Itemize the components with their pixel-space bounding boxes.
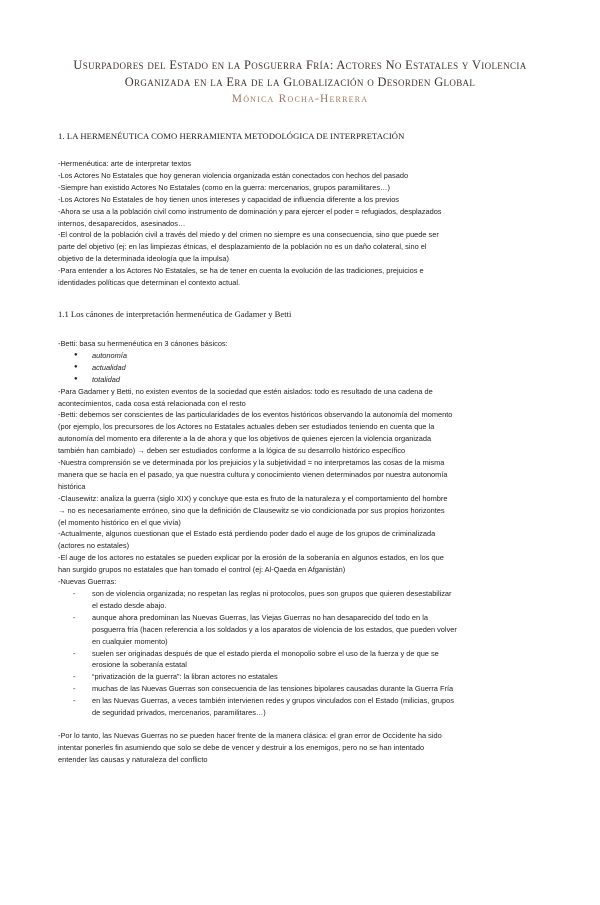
list-item: - muchas de las Nuevas Guerras son consecuencia de las tensiones bipolares causadas durante la Guerra Fría bbox=[73, 684, 454, 694]
text-line: han surgido grupos no estatales que han tomado el control (ej: Al-Qaeda en Afganistán) bbox=[58, 565, 346, 575]
text-line: -Betti: basa su hermenéutica en 3 cánones básicos: bbox=[58, 338, 228, 348]
dash-icon: - bbox=[73, 672, 76, 682]
dash-icon: - bbox=[73, 589, 76, 598]
title-line: Usurpadores del Estado en la Posguerra Fría: Actores No Estatales y Violencia bbox=[73, 58, 527, 72]
text-line: entender las causas y naturaleza del conflicto bbox=[58, 754, 208, 764]
canones-list bbox=[58, 350, 542, 386]
list-item: ● autonomía bbox=[74, 350, 127, 360]
text-line: -Siempre han existido Actores No Estatales (como en la guerra: mercenarios, grupos paramilitares…) bbox=[58, 182, 390, 192]
dash-icon: - bbox=[73, 612, 76, 622]
text-line: -Nuestra comprensión se ve determinada por los prejuicios y la subjetividad = no interpretamos las cosas de la misma bbox=[58, 458, 445, 468]
text-line: -Por lo tanto, las Nuevas Guerras no se pueden hacer frente de la manera clásica: el gran error de Occidente ha sido bbox=[58, 730, 442, 740]
text-line: -Hermenéutica: arte de interpretar textos bbox=[58, 159, 192, 168]
dash-icon: - bbox=[73, 684, 76, 694]
text-line: intentar ponerles fin asumiendo que solo se debe de vencer y destruir a los enemigos, pero no se han intentado bbox=[58, 742, 425, 752]
text-line: -Los Actores No Estatales que hoy generan violencia organizada están conectados con hechos del pasado bbox=[58, 170, 409, 180]
subsection-heading-canones: 1.1 Los cánones de interpretación hermenéutica de Gadamer y Betti bbox=[58, 308, 292, 319]
text-line: (el momento histórico en el que vivía) bbox=[58, 517, 181, 527]
text-line: -El control de la población civil a través del miedo y del crimen no siempre es una consecuencia, sino que puede ser bbox=[58, 230, 439, 240]
text-line: objetivo de la determinada ideología que la impulsa) bbox=[58, 254, 229, 264]
list-item: - suelen ser originadas después de que el estado pierda el monopolio sobre el uso de la fuerza y de que se erosione la soberanía estatal bbox=[73, 648, 439, 670]
bullet-icon: ● bbox=[74, 351, 78, 358]
document-author: Mónica Rocha-Herrera bbox=[231, 93, 369, 105]
text-line: (actores no estatales) bbox=[58, 541, 130, 551]
text-line: -El auge de los actores no estatales se pueden explicar por la erosión de la soberanía en algunos estados, en los que bbox=[58, 553, 444, 563]
text-line: identidades políticas que determinan el contexto actual. bbox=[58, 278, 241, 288]
list-item: - en las Nuevas Guerras, a veces también intervienen redes y grupos vinculados con el Estado (milicias, grupos de seguridad privados, mercenarios, paramilitares…) bbox=[73, 696, 454, 718]
document-title bbox=[58, 57, 542, 91]
section1-body bbox=[58, 158, 542, 289]
text-line: -Para entender a los Actores No Estatales, se ha de tener en cuenta la evolución de las tradiciones, prejuicios e bbox=[58, 266, 424, 276]
text-line: -Clausewitz: analiza la guerra (siglo XIX) y concluye que esta es fruto de la naturaleza y el comportamiento del hombre bbox=[58, 493, 448, 503]
text-line: internos, desaparecidos, asesinados… bbox=[58, 218, 186, 228]
bullet-icon: ● bbox=[74, 375, 78, 382]
text-line: manera que se hacía en el pasado, ya que nuestra cultura y conocimiento vienen determinados por nuestra autonomía bbox=[58, 469, 448, 479]
list-item: - “privatización de la guerra”: la libran actores no estatales bbox=[73, 672, 278, 682]
text-line: -Nuevas Guerras: bbox=[58, 577, 117, 587]
section-heading-hermeneutica: 1. LA HERMENÉUTICA COMO HERRAMIENTA METODOLÓGICA DE INTERPRETACIÓN bbox=[58, 131, 405, 141]
text-line: -Ahora se usa a la población civil como instrumento de dominación y para ejercer el poder = refugiados, desplazados bbox=[58, 206, 442, 216]
text-line: autonomía del momento era diferente a la de ahora y que los objetivos de quienes ejercen la violencia organizada bbox=[58, 434, 432, 444]
dash-icon: - bbox=[73, 696, 76, 706]
list-item: ● actualidad bbox=[74, 362, 126, 372]
text-line: (por ejemplo, los precursores de los Actores no Estatales actuales deben ser estudiados teniendo en cuenta que la bbox=[58, 422, 435, 432]
text-line: -Actualmente, algunos cuestionan que el Estado está perdiendo poder dado el auge de los grupos de criminalizada bbox=[58, 529, 436, 539]
dash-icon: - bbox=[73, 648, 76, 658]
nuevas-guerras-list bbox=[58, 588, 542, 719]
text-line: -Betti: debemos ser conscientes de las particularidades de los eventos históricos observando la autonomía del momento bbox=[58, 410, 453, 420]
list-item: ● totalidad bbox=[74, 374, 120, 384]
list-item: - son de violencia organizada; no respetan las reglas ni protocolos, pues son grupos que quieren desestabilizar el estado desde abajo. bbox=[73, 589, 452, 610]
text-line: acontecimientos, cada cosa está relacionada con el resto bbox=[58, 398, 246, 408]
text-line: parte del objetivo (ej: en las limpiezas étnicas, el desplazamiento de la población no es un daño colateral, sino el bbox=[58, 242, 427, 252]
section2-body bbox=[58, 338, 542, 719]
text-line: histórica bbox=[58, 481, 86, 491]
text-line: → no es necesariamente erróneo, sino que la definición de Clausewitz se vio condicionada por sus propios horizontes bbox=[58, 505, 445, 515]
conclusion-paragraph bbox=[58, 730, 542, 766]
list-item: - aunque ahora predominan las Nuevas Guerras, las Viejas Guerras no han desaparecido del todo en la posguerra fría (hacen referencia a los soldados y a los aparatos de violencia de los estados, que pueden volver en cualquier momento) bbox=[73, 612, 457, 646]
text-line: -Para Gadamer y Betti, no existen eventos de la sociedad que estén aislados: todo es resultado de una cadena de bbox=[58, 386, 433, 396]
document-page bbox=[0, 57, 600, 905]
bullet-icon: ● bbox=[74, 363, 78, 370]
text-line: también han cambiado) → deben ser estudiados conforme a la lógica de su desarrollo histórico específico bbox=[58, 446, 406, 456]
text-line: -Los Actores No Estatales de hoy tienen unos intereses y capacidad de influencia diferente a los previos bbox=[58, 194, 399, 204]
title-line: Organizada en la Era de la Globalización o Desorden Global bbox=[124, 75, 476, 89]
